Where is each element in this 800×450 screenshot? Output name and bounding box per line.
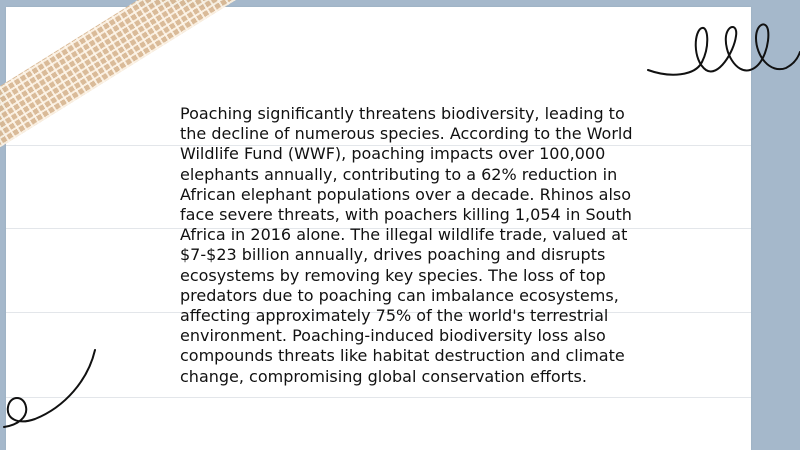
loop-scribble-icon (640, 12, 800, 84)
body-paragraph: Poaching significantly threatens biodiversity, leading to the decline of numerous species. According to the World Wildlife Fund (WWF), poaching impacts over 100,000 elephants annually, contributing to a 62% reduction in African elephant populations over a decade. Rhinos also face severe threats, with poachers killing 1,054 in South Africa in 2016 alone. The illegal wildlife trade, valued at $7-$23 billion annually, drives poaching and disrupts ecosystems by removing key species. The loss of top predators due to poaching can imbalance ecosystems, affecting approximately 75% of the world's terrestrial environment. Poaching-induced biodiversity loss also compounds threats like habitat destruction and climate change, compromising global conservation efforts. (180, 104, 633, 386)
paper-rule-line (6, 397, 751, 398)
curl-scribble-icon (0, 345, 104, 429)
